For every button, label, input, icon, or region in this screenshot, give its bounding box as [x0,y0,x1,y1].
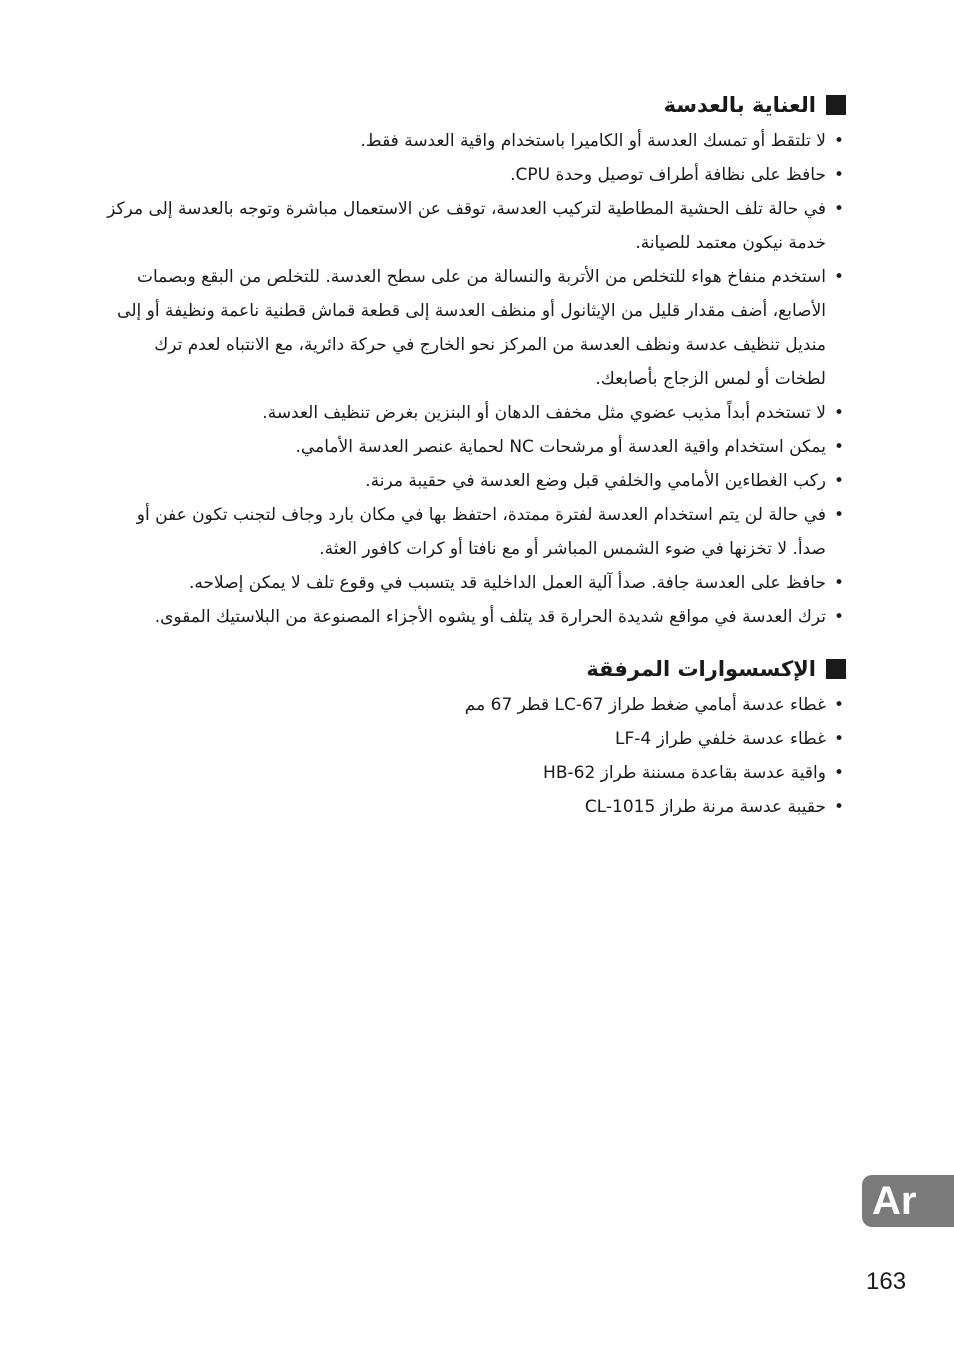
list-item [104,158,846,192]
list-item-text: ركب الغطاءين الأمامي والخلفي قبل وضع العدسة في حقيبة مرنة. [365,471,826,491]
list-item [104,260,846,396]
page-content [104,88,846,824]
accessories-heading [104,652,846,686]
accessories-list [104,688,846,824]
bullet-icon: • [833,797,845,817]
lens-care-heading-text: العناية بالعدسة [663,93,816,117]
list-item [104,430,846,464]
bullet-icon: • [833,403,845,423]
lens-care-list [104,124,846,634]
list-item [104,722,846,756]
list-item-text: غطاء عدسة أمامي ضغط طراز LC-67 قطر 67 مم [464,695,826,715]
list-item-text: حافظ على نظافة أطراف توصيل وحدة CPU. [510,165,826,185]
list-item [104,790,846,824]
list-item-text: حقيبة عدسة مرنة طراز CL-1015 [584,797,826,817]
list-item-text: ترك العدسة في مواقع شديدة الحرارة قد يتلف أو يشوه الأجزاء المصنوعة من البلاستيك المقوى. [154,607,826,627]
bullet-icon: • [833,131,845,151]
list-item-text: لا تلتقط أو تمسك العدسة أو الكاميرا باستخدام واقية العدسة فقط. [360,131,826,151]
bullet-icon: • [833,267,845,287]
bullet-icon: • [833,165,845,185]
bullet-icon: • [833,573,845,593]
list-item [104,464,846,498]
list-item-text: غطاء عدسة خلفي طراز LF-4 [614,729,826,749]
square-marker-icon [826,659,846,679]
bullet-icon: • [833,607,845,627]
bullet-icon: • [833,729,845,749]
list-item-text: في حالة لن يتم استخدام العدسة لفترة ممتدة، احتفظ بها في مكان بارد وجاف لتجنب تكون عفن أو صدأ. لا تخزنها في ضوء الشمس المباشر أو مع نافتا أو كرات كافور العثة. [136,505,826,559]
list-item [104,688,846,722]
list-item-text: واقية عدسة بقاعدة مسننة طراز HB-62 [543,763,826,783]
list-item [104,192,846,260]
list-item [104,396,846,430]
list-item-text: لا تستخدم أبداً مذيب عضوي مثل مخفف الدهان أو البنزين بغرض تنظيف العدسة. [262,403,826,423]
list-item-text: في حالة تلف الحشية المطاطية لتركيب العدسة، توقف عن الاستعمال مباشرة وتوجه بالعدسة إلى مركز خدمة نيكون معتمد للصيانة. [107,199,826,253]
list-item [104,756,846,790]
square-marker-icon [826,95,846,115]
bullet-icon: • [833,695,845,715]
list-item-text: يمكن استخدام واقية العدسة أو مرشحات NC لحماية عنصر العدسة الأمامي. [295,437,826,457]
list-item [104,498,846,566]
lens-care-heading [104,88,846,122]
language-tab: Ar [862,1175,954,1227]
bullet-icon: • [833,505,845,525]
bullet-icon: • [833,471,845,491]
list-item [104,600,846,634]
list-item [104,124,846,158]
page-number: 163 [866,1268,907,1295]
bullet-icon: • [833,437,845,457]
list-item [104,566,846,600]
list-item-text: حافظ على العدسة جافة. صدأ آلية العمل الداخلية قد يتسبب في وقوع تلف لا يمكن إصلاحه. [189,573,826,593]
bullet-icon: • [833,763,845,783]
bullet-icon: • [833,199,845,219]
accessories-heading-text: الإكسسوارات المرفقة [586,657,816,681]
list-item-text: استخدم منفاخ هواء للتخلص من الأتربة والنسالة من على سطح العدسة. للتخلص من البقع وبصمات الأصابع، أضف مقدار قليل من الإيثانول أو منظف العدسة إلى قطعة قماش قطنية ناعمة ونظيفة أو إلى منديل تنظيف عدسة ونظف العدسة من المركز نحو الخارج في حركة دائرية، مع الانتباه لعدم ترك لطخات أو لمس الزجاج بأصابعك. [117,267,826,389]
